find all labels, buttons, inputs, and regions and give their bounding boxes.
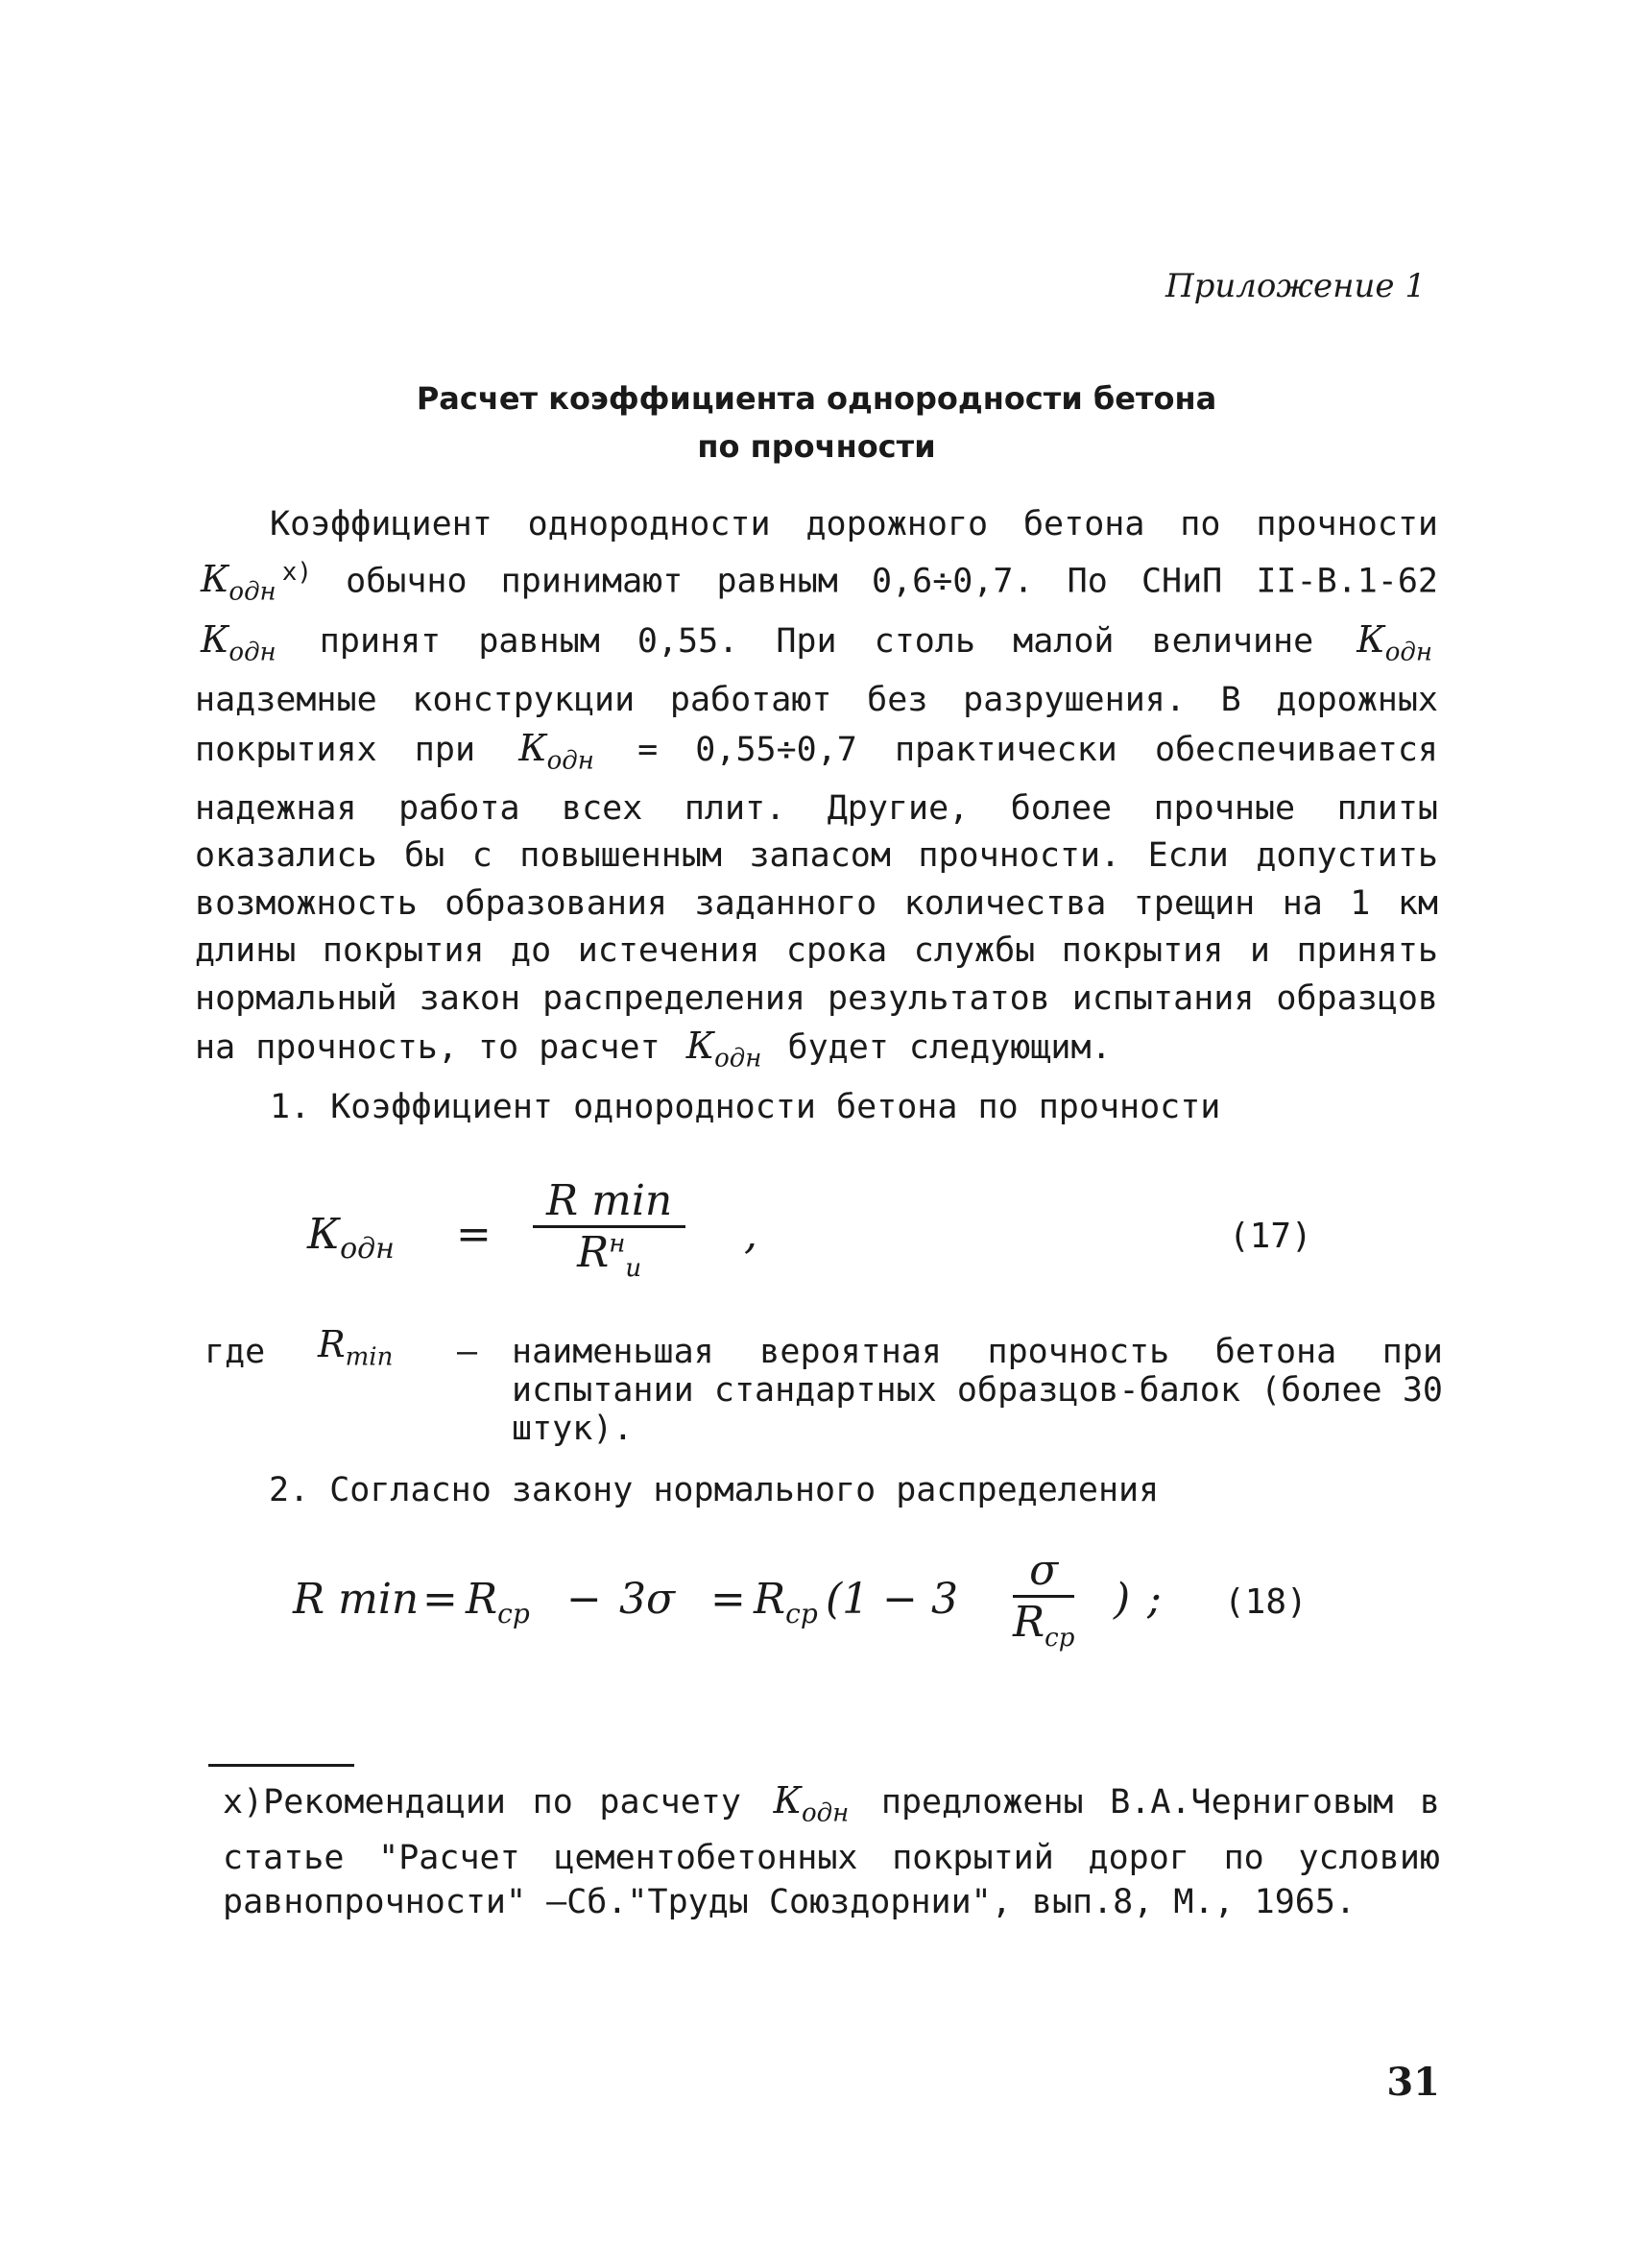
equals-sign: = xyxy=(456,1210,492,1259)
sigma-over-r-sr-fraction xyxy=(1013,1546,1074,1653)
text-run: = 0,55÷0,7 практически обеспечивается надежная работа всех плит. Другие, более прочные плиты оказались бы с повышенным запасом прочности. Если допустить возможность образования заданного количества трещин на 1 км длины покрытия до истечения срока службы покрытия и принять нормальный закон распределения результатов испытания образцов на прочность, то расчет xyxy=(195,730,1438,1068)
formula-17 xyxy=(192,1176,1440,1311)
r-min-term: R min xyxy=(293,1575,420,1624)
semicolon: ; xyxy=(1147,1575,1162,1624)
where-description: наименьшая вероятная прочность бетона при испытании стандартных образцов-балок (более 30 штук). xyxy=(512,1333,1443,1448)
equals-sign: = xyxy=(710,1575,746,1624)
k-odn-symbol: $К_{одн}$ xyxy=(773,1779,850,1828)
text-run: будет следующим. xyxy=(787,1028,1112,1068)
k-odn-symbol: $К_{одн}$ xyxy=(1357,618,1432,667)
footnote-divider xyxy=(208,1764,354,1767)
denominator-r-n: $R^н_и$ xyxy=(577,1228,642,1283)
text-run: принят равным 0,55. При столь малой величине xyxy=(319,622,1314,662)
equation-number: (18) xyxy=(1224,1582,1308,1622)
minus-sign: − xyxy=(566,1575,602,1624)
footnote xyxy=(223,1778,1440,1924)
equation-number: (17) xyxy=(1229,1217,1312,1256)
footnote-text xyxy=(223,1778,1440,1924)
numerator-r-min: R min xyxy=(533,1176,685,1228)
k-odn-symbol: $К_{одн}$ xyxy=(201,558,276,607)
body-text xyxy=(195,501,1438,1131)
k-odn-symbol: $К_{одн}$ xyxy=(201,618,276,667)
appendix-label: Приложение 1 xyxy=(1165,267,1426,305)
k-odn-symbol: $К_{одн}$ xyxy=(307,1210,395,1266)
item-2: 2. Согласно закону нормального распределения xyxy=(269,1471,1160,1509)
page-title xyxy=(288,374,1345,470)
paragraph-1 xyxy=(195,501,1438,1084)
title-line-2: по прочности xyxy=(697,428,936,465)
r-sr-term: $R_{ср}$ xyxy=(466,1575,530,1629)
footnote-mark: x) xyxy=(281,557,312,587)
text-run: предложены В.А.Черниговым в статье "Расчет цементобетонных покрытий дорог по условию равнопрочности" –Сб."Труды Союздорнии", вып.8, М., 1965. xyxy=(223,1783,1440,1921)
title-line-1: Расчет коэффициента однородности бетона xyxy=(416,380,1217,417)
fraction xyxy=(533,1176,685,1283)
three-sigma-term: 3σ xyxy=(619,1575,676,1624)
k-odn-symbol: $К_{одн}$ xyxy=(518,726,594,776)
text-run: надземные конструкции работают без разрушения. В дорожных покрытиях при xyxy=(195,681,1438,769)
paren-close: ) xyxy=(1114,1575,1131,1624)
text-run: Коэффициент однородности дорожного бетона по прочности xyxy=(270,505,1438,543)
item-1: 1. Коэффициент однородности бетона по прочности xyxy=(270,1087,1221,1126)
r-sr: $R_{ср}$ xyxy=(1013,1598,1075,1653)
page-number: 31 xyxy=(1386,2060,1440,2105)
text-run: обычно принимают равным 0,6÷0,7. По СНиП II-В.1-62 xyxy=(346,562,1438,601)
formula-18 xyxy=(192,1546,1440,1680)
r-sr-term: $R_{ср}$ xyxy=(754,1575,818,1629)
text-run: x)Рекомендации по расчету xyxy=(223,1783,741,1822)
equals-sign: = xyxy=(422,1575,458,1624)
k-odn-symbol: $К_{одн}$ xyxy=(685,1025,762,1074)
comma: , xyxy=(744,1210,757,1259)
paren-open: (1 − 3 xyxy=(826,1575,958,1624)
dash: – xyxy=(457,1333,478,1371)
sigma: σ xyxy=(1013,1546,1074,1598)
r-min-symbol: $R_{min}$ xyxy=(318,1323,394,1372)
where-label: где xyxy=(204,1333,266,1371)
